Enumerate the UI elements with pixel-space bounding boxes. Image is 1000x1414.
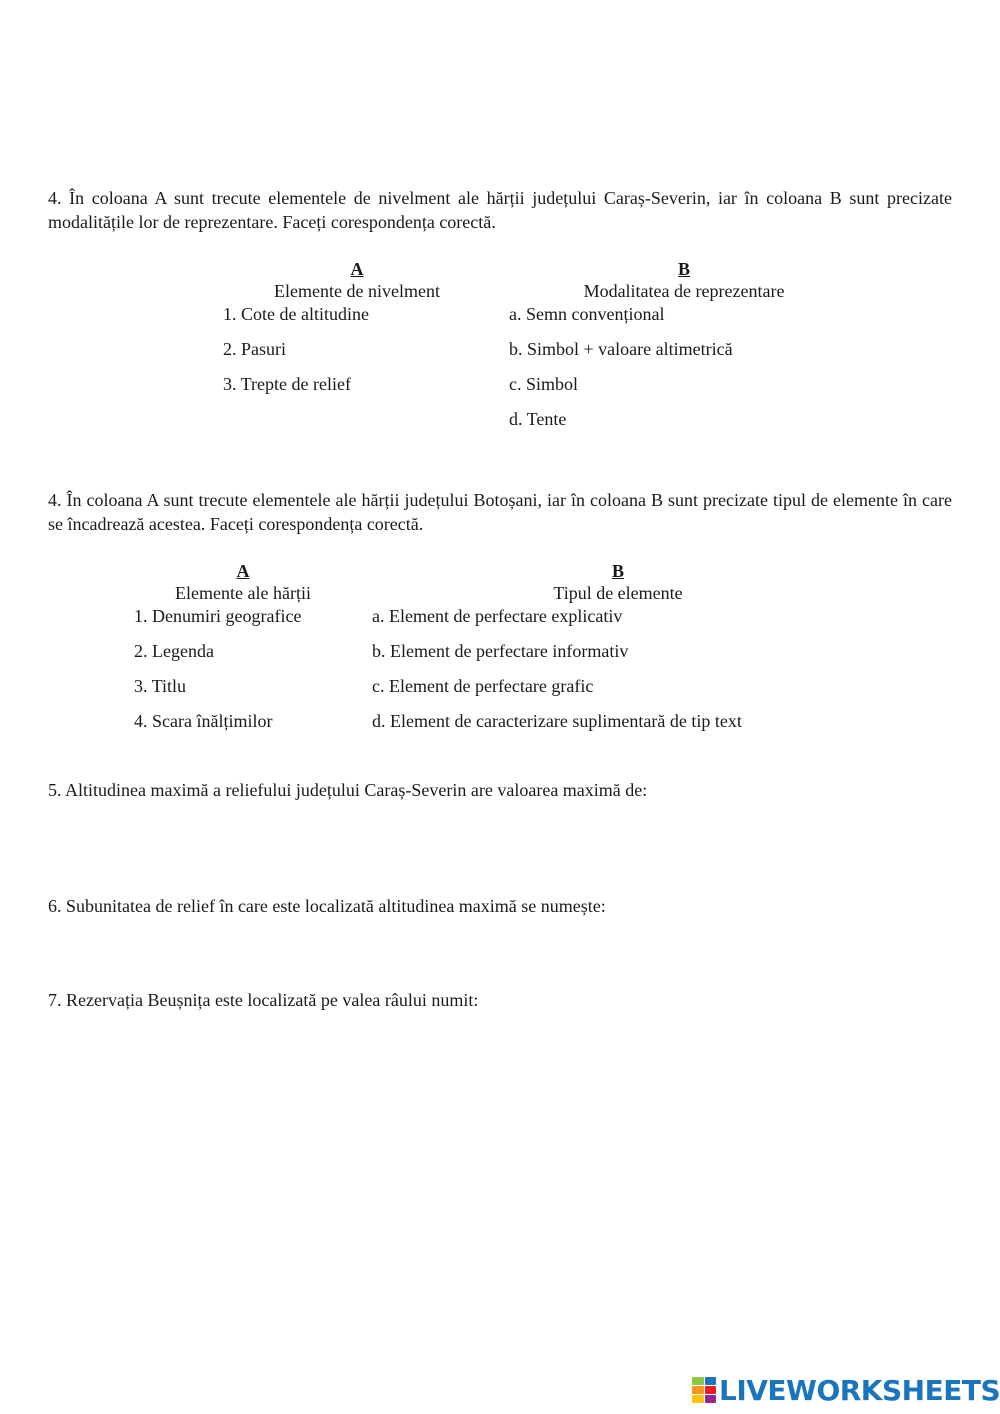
column-a-item: 1. Cote de altitudine: [223, 304, 369, 324]
question-7-text: 7. Rezervația Beușnița este localizată pe valea râului numit:: [48, 990, 479, 1010]
column-b-item: c. Simbol: [509, 374, 579, 394]
liveworksheets-logo[interactable]: [692, 1374, 1000, 1406]
liveworksheets-logo-icon: [692, 1377, 716, 1403]
column-b-item: a. Semn convențional: [509, 304, 665, 324]
question-5-text: 5. Altitudinea maximă a reliefului județului Caraș-Severin are valoarea maximă de:: [48, 780, 648, 800]
column-b-item: d. Element de caracterizare suplimentară de tip text: [372, 711, 742, 731]
column-a-header: [207, 258, 507, 302]
column-b-item: d. Tente: [509, 409, 567, 429]
column-b-title: Modalitatea de reprezentare: [583, 281, 785, 301]
column-b-item: c. Element de perfectare grafic: [372, 676, 594, 696]
column-a-title: Elemente de nivelment: [274, 281, 440, 301]
column-a-header: [93, 560, 393, 604]
column-a-letter: A: [350, 259, 364, 279]
column-a-item: 4. Scara înălțimilor: [134, 711, 273, 731]
column-b-letter: B: [611, 561, 624, 581]
question-4-botosani-text: 4. În coloana A sunt trecute elementele ale hărții județului Botoșani, iar în coloana B sunt precizate tipul de elemente în care se încadrează acestea. Faceți corespondența corectă.: [48, 490, 952, 534]
column-b-header: [534, 258, 834, 302]
column-b-item: b. Element de perfectare informativ: [372, 641, 629, 661]
column-a-item: 2. Pasuri: [223, 339, 286, 359]
column-a-item: 3. Trepte de relief: [223, 374, 351, 394]
question-6-text: 6. Subunitatea de relief în care este localizată altitudinea maximă se numește:: [48, 896, 606, 916]
column-b-title: Tipul de elemente: [553, 583, 683, 603]
column-b-item: a. Element de perfectare explicativ: [372, 606, 623, 626]
liveworksheets-logo-text: LIVEWORKSHEETS: [719, 1373, 1000, 1407]
column-b-letter: B: [677, 259, 690, 279]
question-4-caras-severin-text: 4. În coloana A sunt trecute elementele de nivelment ale hărții județului Caraș-Severin, iar în coloana B sunt precizate modalitățile lor de reprezentare. Faceți corespondența corectă.: [48, 188, 952, 232]
column-a-item: 3. Titlu: [134, 676, 187, 696]
column-a-letter: A: [236, 561, 250, 581]
column-a-title: Elemente ale hărții: [175, 583, 311, 603]
column-a-item: 2. Legenda: [134, 641, 214, 661]
column-b-item: b. Simbol + valoare altimetrică: [509, 339, 733, 359]
column-a-item: 1. Denumiri geografice: [134, 606, 302, 626]
column-b-header: [468, 560, 768, 604]
